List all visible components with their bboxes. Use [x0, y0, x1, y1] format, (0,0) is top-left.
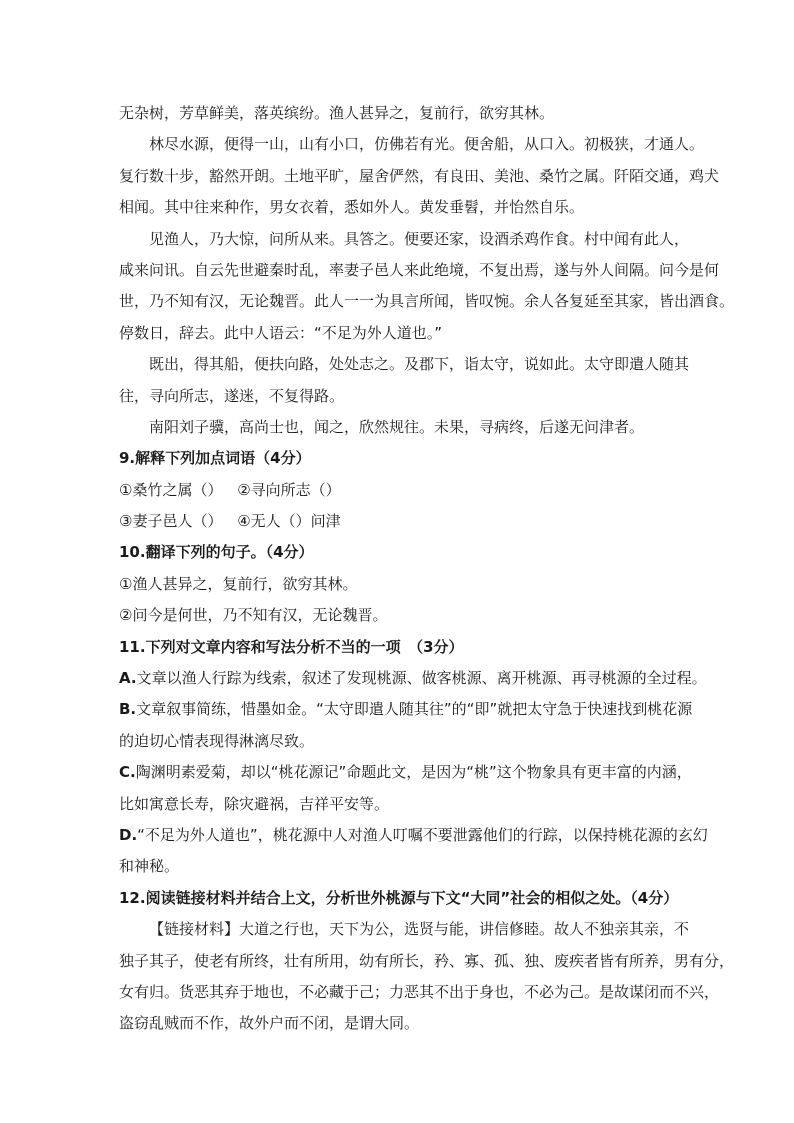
- option-label: C.: [119, 763, 136, 782]
- document-content: [119, 98, 735, 1040]
- option-text: 文章以渔人行踪为线索，叙述了发现桃源、做客桃源、离开桃源、再寻桃源的全过程。: [136, 669, 707, 688]
- option-text-continuation: 和神秘。: [119, 857, 180, 876]
- question-9-title: 9.解释下列加点词语（4分）: [119, 449, 311, 468]
- passage-line: 相闻。其中往来种作，男女衣着，悉如外人。黄发垂髫，并怡然自乐。: [119, 198, 585, 217]
- question-10-item: ②问今是何世，乃不知有汉，无论魏晋。: [119, 606, 388, 625]
- passage-line: 世，乃不知有汉，无论魏晋。此人一一为具言所闻，皆叹惋。余人各复延至其家，皆出酒食。: [119, 292, 735, 311]
- question-11-option-d: [119, 820, 708, 851]
- question-9-row: [119, 475, 685, 506]
- option-label: A.: [119, 669, 137, 688]
- question-9-item: ②寻向所志（）: [237, 480, 341, 499]
- question-9-row: [119, 506, 685, 537]
- question-12-title: 12.阅读链接材料并结合上文，分析世外桃源与下文“大同”社会的相似之处。（4分）: [119, 888, 679, 907]
- passage-line: 既出，得其船，便扶向路，处处志之。及郡下，诣太守，说如此。太守即遣人随其: [149, 355, 690, 374]
- question-11-option-b: [119, 694, 693, 725]
- option-label: B.: [119, 700, 137, 719]
- question-11-option-a: [119, 663, 707, 694]
- option-text: 陶渊明素爱菊，却以“桃花源记”命题此文，是因为“桃”这个物象具有更丰富的内涵，: [135, 763, 692, 782]
- option-text: “不足为外人道也”，桃花源中人对渔人叮嘱不要泄露他们的行踪，以保持桃花源的玄幻: [137, 825, 708, 844]
- linked-material-line: 独子其子，使老有所终，壮有所用，幼有所长，矜、寡、孤、独、废疾者皆有所养，男有分，: [119, 951, 735, 970]
- passage-line: 林尽水源，便得一山，山有小口，仿佛若有光。便舍船，从口入。初极狭，才通人。: [149, 135, 705, 154]
- linked-material-line: 女有归。货恶其弃于地也，不必藏于己；力恶其不出于身也，不必为己。是故谋闭而不兴，: [119, 982, 720, 1001]
- passage-line: 咸来问讯。自云先世避秦时乱，率妻子邑人来此绝境，不复出焉，遂与外人间隔。问今是何: [119, 260, 720, 279]
- question-11-title: 11.下列对文章内容和写法分析不当的一项 （3分）: [119, 637, 464, 656]
- question-10-title: 10.翻译下列的句子。（4分）: [119, 543, 314, 562]
- passage-line: 往，寻向所志，遂迷，不复得路。: [119, 386, 345, 405]
- question-11-option-c: [119, 757, 692, 788]
- option-label: D.: [119, 825, 138, 844]
- linked-material-line: 盗窃乱贼而不作，故外户而不闭，是谓大同。: [119, 1014, 420, 1033]
- question-9-item: ④无人（）问津: [237, 512, 341, 531]
- option-text: 文章叙事简练，惜墨如金。“太守即遣人随其往”的“即”就把太守急于快速找到桃花源: [136, 700, 693, 719]
- question-10-item: ①渔人甚异之，复前行，欲穷其林。: [119, 574, 358, 593]
- passage-line: 见渔人，乃大惊，问所从来。具答之。便要还家，设酒杀鸡作食。村中闻有此人，: [149, 229, 690, 248]
- passage-line: 停数日，辞去。此中人语云：“不足为外人道也。”: [119, 323, 443, 342]
- question-9-item: ①桑竹之属（）: [119, 480, 223, 499]
- linked-material-line: 【链接材料】大道之行也，天下为公，选贤与能，讲信修睦。故人不独亲其亲，不: [149, 920, 690, 939]
- option-text-continuation: 的迫切心情表现得淋漓尽致。: [119, 731, 315, 750]
- question-9-item: ③妻子邑人（）: [119, 512, 223, 531]
- passage-line: 复行数十步，豁然开朗。土地平旷，屋舍俨然，有良田、美池、桑竹之属。阡陌交通，鸡犬: [119, 166, 720, 185]
- passage-line: 南阳刘子骥，高尚士也，闻之，欣然规往。未果，寻病终，后遂无问津者。: [149, 417, 645, 436]
- option-text-continuation: 比如寓意长寿，除灾避祸，吉祥平安等。: [119, 794, 390, 813]
- passage-line: 无杂树，芳草鲜美，落英缤纷。渔人甚异之，复前行，欲穷其林。: [119, 104, 555, 122]
